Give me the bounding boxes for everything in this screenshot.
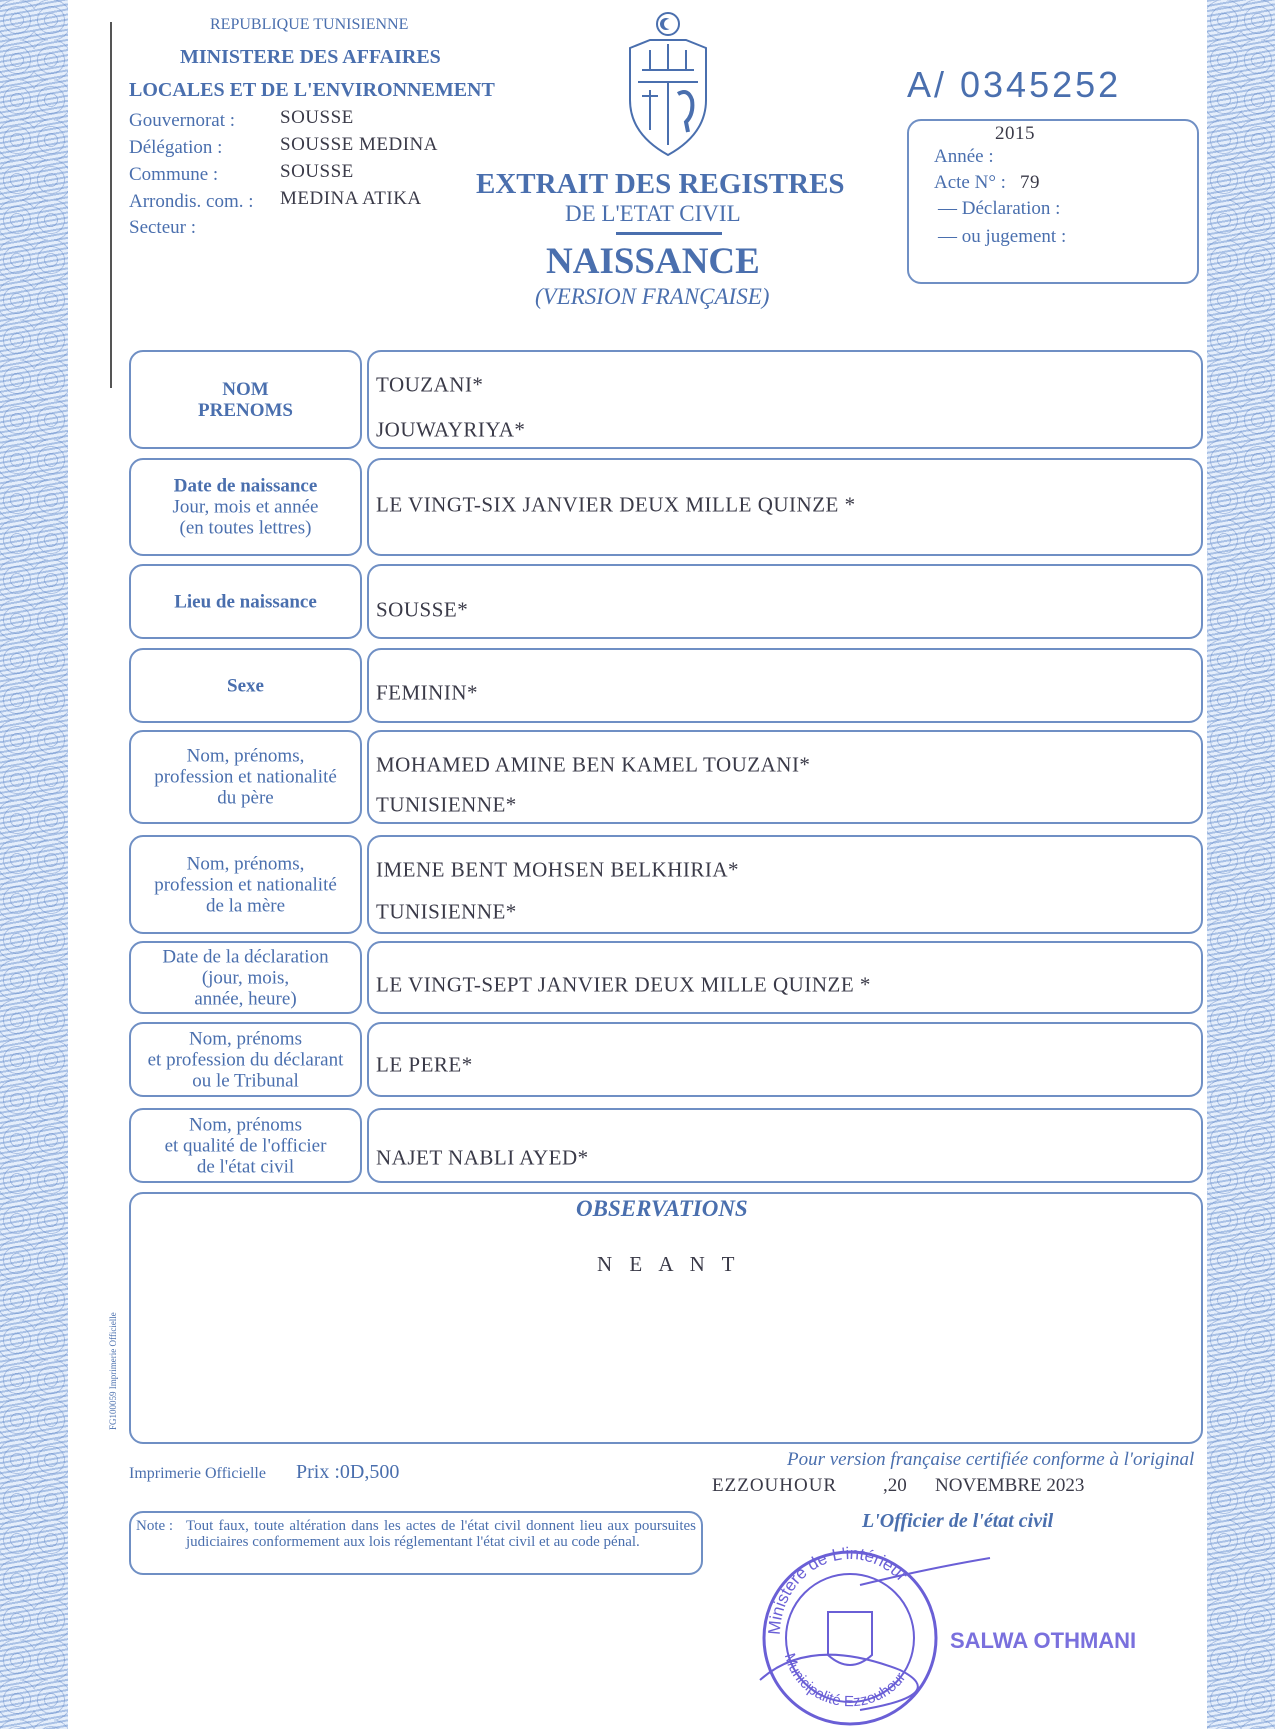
note-label: Note : [136, 1518, 174, 1534]
note-text: Tout faux, toute altération dans les actes de l'état civil donnent lieu aux poursuites judiciaires conformement aux lois réglementant l'état civil et au code pénal. [186, 1518, 696, 1550]
margin-rule [110, 22, 112, 388]
row-label-line: Nom, prénoms, [186, 745, 305, 767]
left-decorative-border [0, 0, 68, 1729]
row-label-line: année, heure) [194, 988, 297, 1009]
row-label [131, 746, 360, 809]
header-field-label: Gouvernorat : [129, 110, 236, 131]
row-value-box [367, 564, 1203, 639]
header-field-value: SOUSSE [280, 107, 354, 128]
document-title-line2: DE L'ETAT CIVIL [565, 201, 741, 226]
row-label-line: ou le Tribunal [192, 1070, 299, 1091]
row-label [131, 1114, 360, 1177]
tunisia-emblem-icon [620, 10, 716, 158]
republic-label: REPUBLIQUE TUNISIENNE [210, 16, 409, 33]
title-underline [616, 232, 722, 235]
row-value-box [367, 648, 1203, 723]
row-value: JOUWAYRIYA* [376, 417, 526, 442]
row-label [131, 476, 360, 539]
ministry-line1: MINISTERE DES AFFAIRES [180, 46, 441, 68]
row-label-line: et qualité de l'officier [164, 1135, 327, 1156]
row-value: LE VINGT-SEPT JANVIER DEUX MILLE QUINZE * [376, 972, 871, 997]
jugement-label: — ou jugement : [938, 226, 1067, 247]
row-label-line: (en toutes lettres) [179, 517, 312, 539]
row-label-line: Sexe [227, 675, 264, 696]
row-label-line: Lieu de naissance [174, 591, 317, 612]
row-value: TUNISIENNE* [376, 792, 517, 817]
row-label-line: Jour, mois et année [172, 496, 319, 518]
certified-text: Pour version française certifiée conforme à l'original [787, 1449, 1195, 1470]
row-value-box [367, 1022, 1203, 1097]
header-field-label: Commune : [129, 164, 219, 185]
row-value: MOHAMED AMINE BEN KAMEL TOUZANI* [376, 752, 811, 777]
header-field-label: Secteur : [129, 217, 197, 238]
declaration-label: — Déclaration : [938, 198, 1061, 219]
row-label-line: Nom, prénoms [189, 1028, 302, 1049]
row-label-line: Date de la déclaration [162, 946, 329, 967]
row-label-line: Date de naissance [173, 475, 318, 497]
annee-label: Année : [934, 146, 994, 167]
right-decorative-border [1207, 0, 1275, 1729]
row-label-line: PRENOMS [198, 399, 293, 421]
row-label [131, 379, 360, 421]
acte-value: 79 [1020, 172, 1040, 193]
row-value: LE PERE* [376, 1052, 473, 1077]
month-year-value: NOVEMBRE 2023 [935, 1475, 1085, 1496]
price-label: Prix :0D,500 [296, 1461, 400, 1483]
row-label [131, 946, 360, 1009]
header-field-label: Arrondis. com. : [129, 191, 254, 212]
stamp-top-text: Ministère de L'intérieur [764, 1543, 912, 1636]
version-label: (VERSION FRANÇAISE) [535, 284, 770, 309]
row-label-line: et profession du déclarant [147, 1049, 344, 1070]
row-value: LE VINGT-SIX JANVIER DEUX MILLE QUINZE * [376, 492, 856, 517]
row-value: FEMININ* [376, 680, 478, 705]
document-type: NAISSANCE [546, 241, 760, 282]
row-label-line: de la mère [205, 895, 286, 916]
signature-name: SALWA OTHMANI [950, 1628, 1137, 1653]
annee-value: 2015 [995, 123, 1035, 144]
header-field-value: MEDINA ATIKA [280, 188, 422, 209]
row-label [131, 591, 360, 612]
printer-label: Imprimerie Officielle [129, 1465, 266, 1482]
side-print-code: FG100059 Imprimerie Officielle [108, 1312, 118, 1430]
svg-text:Ministère de L'intérieur [765, 1544, 912, 1636]
row-value: SOUSSE* [376, 597, 469, 622]
svg-text:Municipalité Ezzouhour [781, 1651, 909, 1710]
row-label-line: Nom, prénoms [189, 1114, 302, 1135]
acte-label: Acte N° : [934, 172, 1006, 193]
row-value: TUNISIENNE* [376, 899, 517, 924]
row-label-line: NOM [222, 378, 269, 400]
observations-title: OBSERVATIONS [576, 1196, 748, 1221]
row-label [131, 675, 360, 696]
observations-value: N E A N T [597, 1252, 741, 1276]
row-label [131, 853, 360, 916]
row-value: TOUZANI* [376, 372, 484, 397]
stamp-bottom-text: Municipalité Ezzouhour [780, 1651, 910, 1711]
row-value: NAJET NABLI AYED* [376, 1145, 589, 1170]
header-field-value: SOUSSE MEDINA [280, 134, 438, 155]
row-value: IMENE BENT MOHSEN BELKHIRIA* [376, 857, 740, 882]
serial-number: A/ 0345252 [907, 64, 1122, 105]
ministry-line2: LOCALES ET DE L'ENVIRONNEMENT [129, 79, 495, 101]
header-field-value: SOUSSE [280, 161, 354, 182]
row-label-line: profession et nationalité [154, 766, 337, 788]
row-label-line: profession et nationalité [154, 874, 337, 895]
header-field-label: Délégation : [129, 137, 223, 158]
row-label-line: de l'état civil [196, 1156, 295, 1177]
row-label [131, 1028, 360, 1091]
row-label-line: Nom, prénoms, [186, 853, 305, 874]
observations-box [129, 1192, 1203, 1444]
officer-title: L'Officier de l'état civil [862, 1510, 1054, 1532]
day-value: ,20 [883, 1475, 907, 1496]
official-stamp-icon [750, 1530, 1150, 1729]
document-title-line1: EXTRAIT DES REGISTRES [476, 168, 845, 200]
row-label-line: (jour, mois, [201, 967, 290, 988]
place-value: EZZOUHOUR [712, 1475, 838, 1496]
row-label-line: du père [217, 787, 274, 809]
